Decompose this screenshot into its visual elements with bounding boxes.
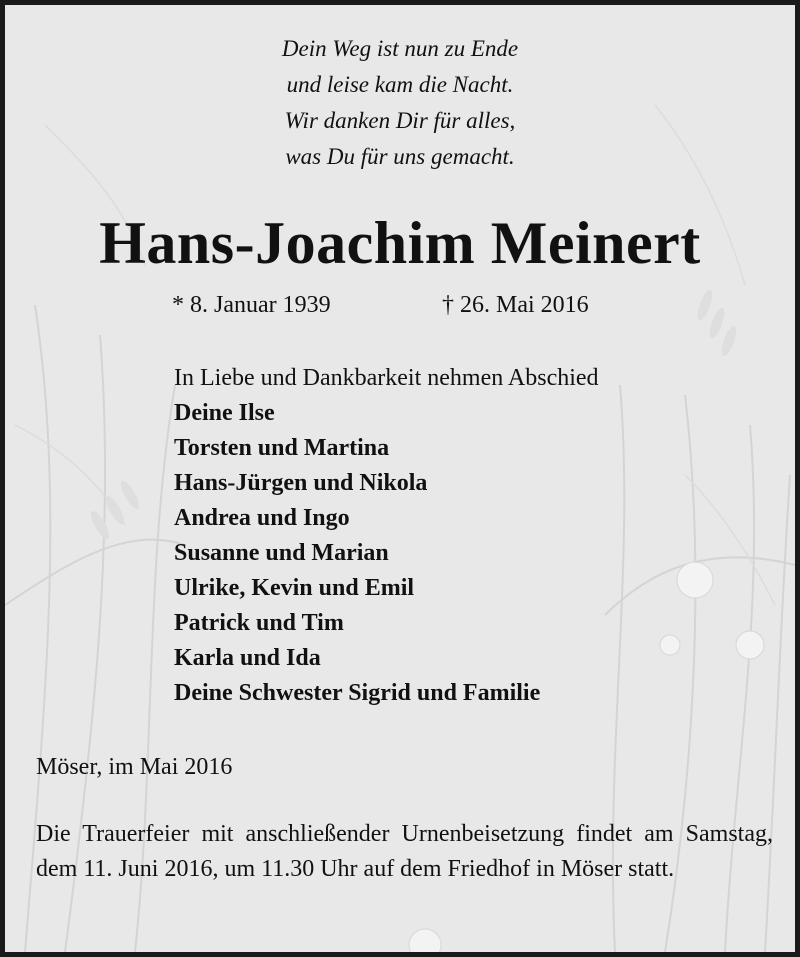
mourner-name: Karla und Ida xyxy=(174,645,321,671)
funeral-service-notice: Die Trauerfeier mit anschließender Urnenbeisetzung findet am Samstag, dem 11. Juni 2016, um 11.30 Uhr auf dem Friedhof in Möser statt. xyxy=(36,821,773,882)
deceased-name: Hans-Joachim Meinert xyxy=(99,210,701,276)
poem-line: Dein Weg ist nun zu Ende xyxy=(281,36,519,61)
mourner-name: Hans-Jürgen und Nikola xyxy=(174,470,428,496)
birth-date: * 8. Januar 1939 xyxy=(172,292,331,318)
death-date: † 26. Mai 2016 xyxy=(442,292,589,318)
place-and-date: Möser, im Mai 2016 xyxy=(36,754,233,780)
mourner-name: Andrea und Ingo xyxy=(174,505,350,531)
poem-line: und leise kam die Nacht. xyxy=(286,72,514,97)
mourners-list xyxy=(174,361,599,711)
mourner-name: Torsten und Martina xyxy=(174,435,390,461)
memorial-poem xyxy=(5,31,795,175)
mourner-name: Deine Ilse xyxy=(174,400,275,426)
mourners-intro: In Liebe und Dankbarkeit nehmen Abschied xyxy=(174,365,599,391)
mourner-name: Deine Schwester Sigrid und Familie xyxy=(174,680,541,706)
mourner-name: Susanne und Marian xyxy=(174,540,389,566)
mourner-name: Patrick und Tim xyxy=(174,610,344,636)
mourner-name: Ulrike, Kevin und Emil xyxy=(174,575,415,601)
poem-line: was Du für uns gemacht. xyxy=(285,144,515,169)
poem-line: Wir danken Dir für alles, xyxy=(284,108,516,133)
